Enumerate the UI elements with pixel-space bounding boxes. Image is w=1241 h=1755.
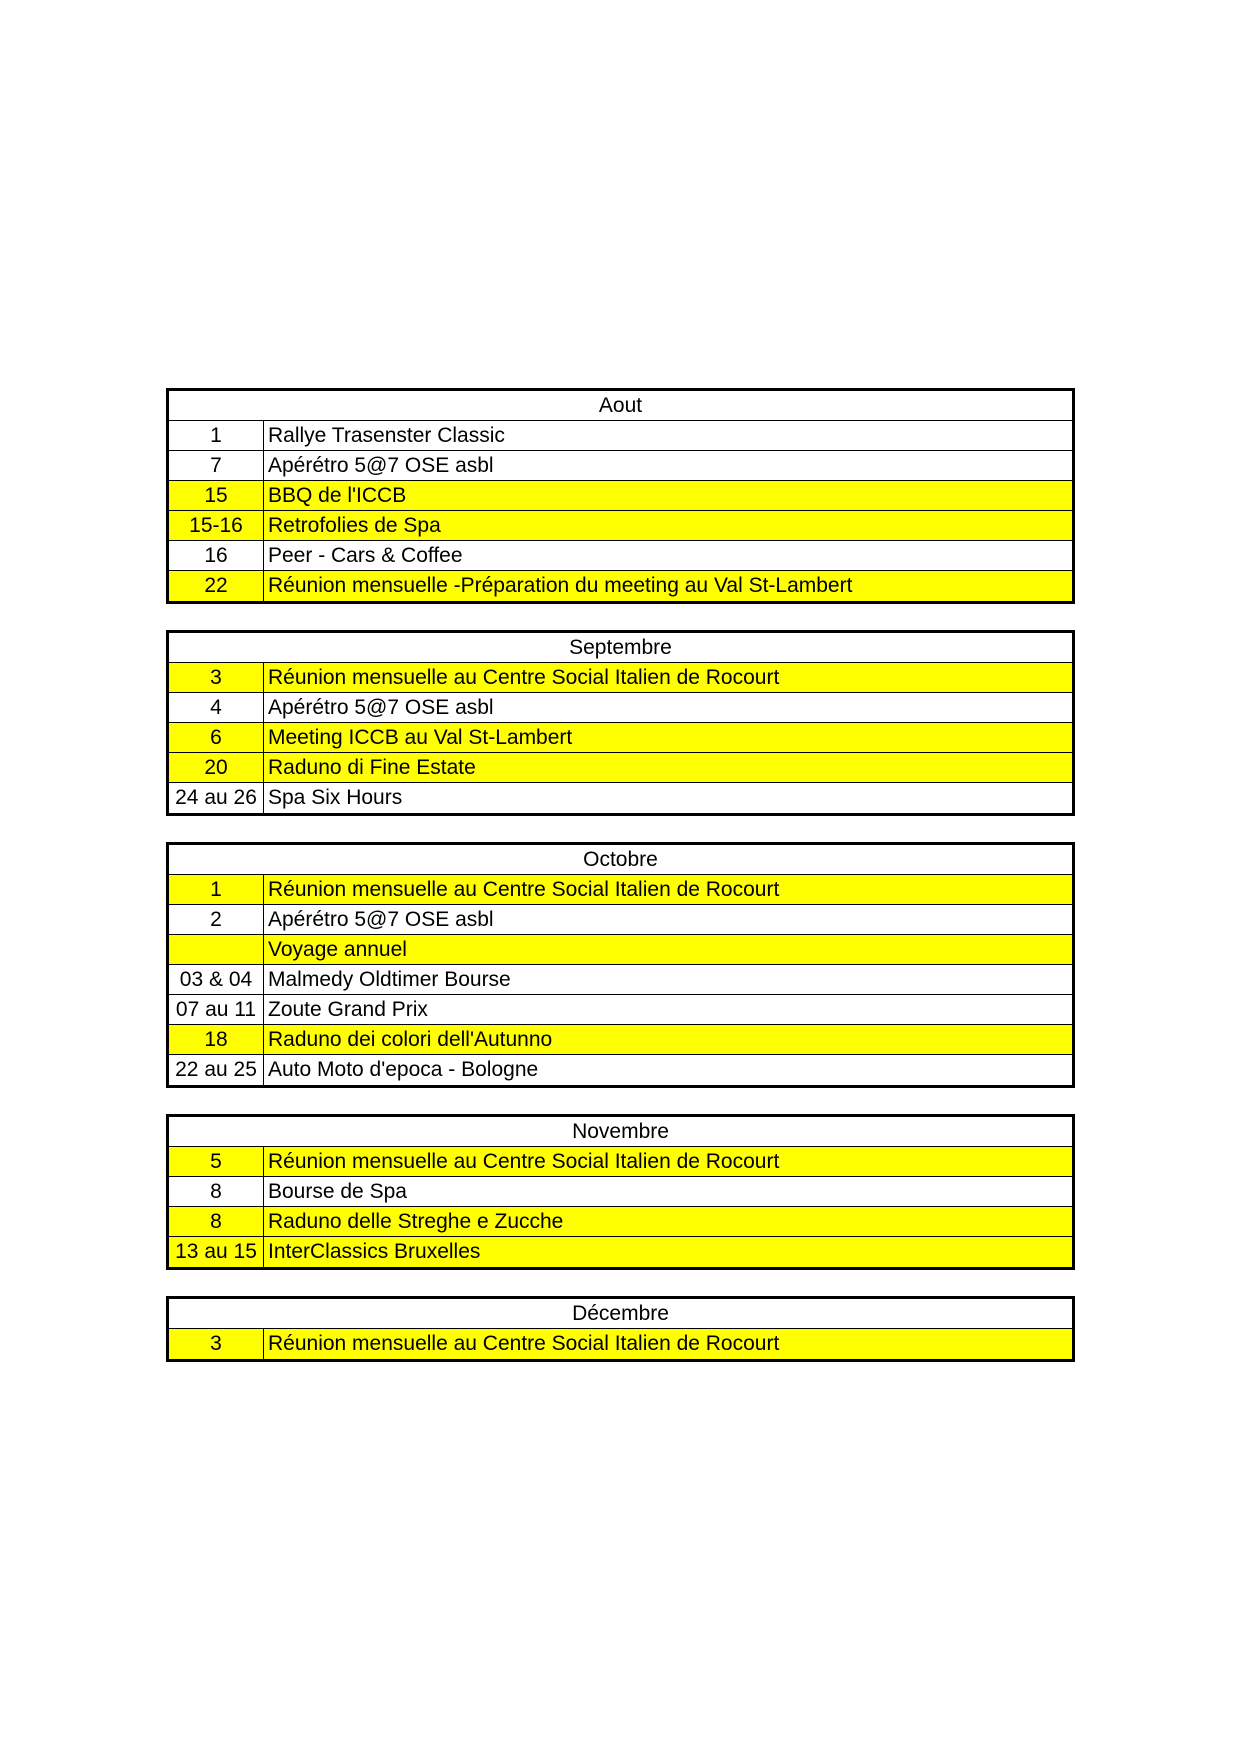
- event-row: [169, 1147, 1072, 1177]
- event-date: 3: [169, 1329, 264, 1359]
- event-date: 3: [169, 663, 264, 692]
- event-name: Raduno dei colori dell'Autunno: [268, 1028, 553, 1051]
- event-row: [169, 723, 1072, 753]
- event-row: [169, 905, 1072, 935]
- event-row: [169, 511, 1072, 541]
- event-name: Bourse de Spa: [268, 1180, 407, 1203]
- event-name: Réunion mensuelle au Centre Social Italien de Rocourt: [268, 666, 780, 689]
- event-row: [169, 1329, 1072, 1359]
- event-row: [169, 663, 1072, 693]
- event-name: Zoute Grand Prix: [268, 998, 428, 1021]
- event-date: 07 au 11: [169, 995, 264, 1024]
- event-date: 8: [169, 1177, 264, 1206]
- event-date: 18: [169, 1025, 264, 1054]
- event-date: 6: [169, 723, 264, 752]
- event-row: [169, 1025, 1072, 1055]
- event-date: 03 & 04: [169, 965, 264, 994]
- month-table: [166, 842, 1075, 1088]
- event-name: BBQ de l'ICCB: [268, 484, 407, 507]
- event-date: 22 au 25: [169, 1055, 264, 1085]
- event-name: Apérétro 5@7 OSE asbl: [268, 696, 494, 719]
- event-name: Réunion mensuelle -Préparation du meeting au Val St-Lambert: [268, 574, 853, 597]
- event-name: Meeting ICCB au Val St-Lambert: [268, 726, 573, 749]
- month-table: [166, 388, 1075, 604]
- event-row: [169, 875, 1072, 905]
- event-name: Apérétro 5@7 OSE asbl: [268, 908, 494, 931]
- event-name: Spa Six Hours: [268, 786, 403, 809]
- event-row: [169, 541, 1072, 571]
- event-date: 13 au 15: [169, 1237, 264, 1267]
- event-date: 15-16: [169, 511, 264, 540]
- event-name: Retrofolies de Spa: [268, 514, 441, 537]
- month-header: Septembre: [169, 633, 1072, 663]
- event-row: [169, 571, 1072, 601]
- event-date: 1: [169, 875, 264, 904]
- month-header: Aout: [169, 391, 1072, 421]
- event-name: Auto Moto d'epoca - Bologne: [268, 1058, 539, 1081]
- event-row: [169, 753, 1072, 783]
- month-table: [166, 1296, 1075, 1362]
- month-table: [166, 630, 1075, 816]
- event-name: Raduno delle Streghe e Zucche: [268, 1210, 564, 1233]
- event-name: Apérétro 5@7 OSE asbl: [268, 454, 494, 477]
- month-header: Novembre: [169, 1117, 1072, 1147]
- event-row: [169, 965, 1072, 995]
- event-row: [169, 421, 1072, 451]
- month-header: Décembre: [169, 1299, 1072, 1329]
- event-name: Malmedy Oldtimer Bourse: [268, 968, 511, 991]
- event-row: [169, 481, 1072, 511]
- event-date: 24 au 26: [169, 783, 264, 813]
- event-row: [169, 1237, 1072, 1267]
- event-date: 7: [169, 451, 264, 480]
- event-date: 16: [169, 541, 264, 570]
- event-date: 5: [169, 1147, 264, 1176]
- event-row: [169, 783, 1072, 813]
- event-name: Raduno di Fine Estate: [268, 756, 476, 779]
- event-name: Réunion mensuelle au Centre Social Italien de Rocourt: [268, 878, 780, 901]
- event-date: 22: [169, 571, 264, 601]
- month-header: Octobre: [169, 845, 1072, 875]
- event-date: 20: [169, 753, 264, 782]
- event-row: [169, 1055, 1072, 1085]
- event-row: [169, 935, 1072, 965]
- event-name: Rallye Trasenster Classic: [268, 424, 505, 447]
- event-date: 4: [169, 693, 264, 722]
- month-table: [166, 1114, 1075, 1270]
- event-name: InterClassics Bruxelles: [268, 1240, 481, 1263]
- event-name: Voyage annuel: [268, 938, 407, 961]
- event-row: [169, 693, 1072, 723]
- event-name: Réunion mensuelle au Centre Social Italien de Rocourt: [268, 1332, 780, 1355]
- event-date: 15: [169, 481, 264, 510]
- event-row: [169, 995, 1072, 1025]
- event-date: 1: [169, 421, 264, 450]
- event-row: [169, 1177, 1072, 1207]
- event-name: Peer - Cars & Coffee: [268, 544, 463, 567]
- event-name: Réunion mensuelle au Centre Social Italien de Rocourt: [268, 1150, 780, 1173]
- event-date: [169, 935, 264, 964]
- event-row: [169, 451, 1072, 481]
- event-date: 2: [169, 905, 264, 934]
- event-date: 8: [169, 1207, 264, 1236]
- event-row: [169, 1207, 1072, 1237]
